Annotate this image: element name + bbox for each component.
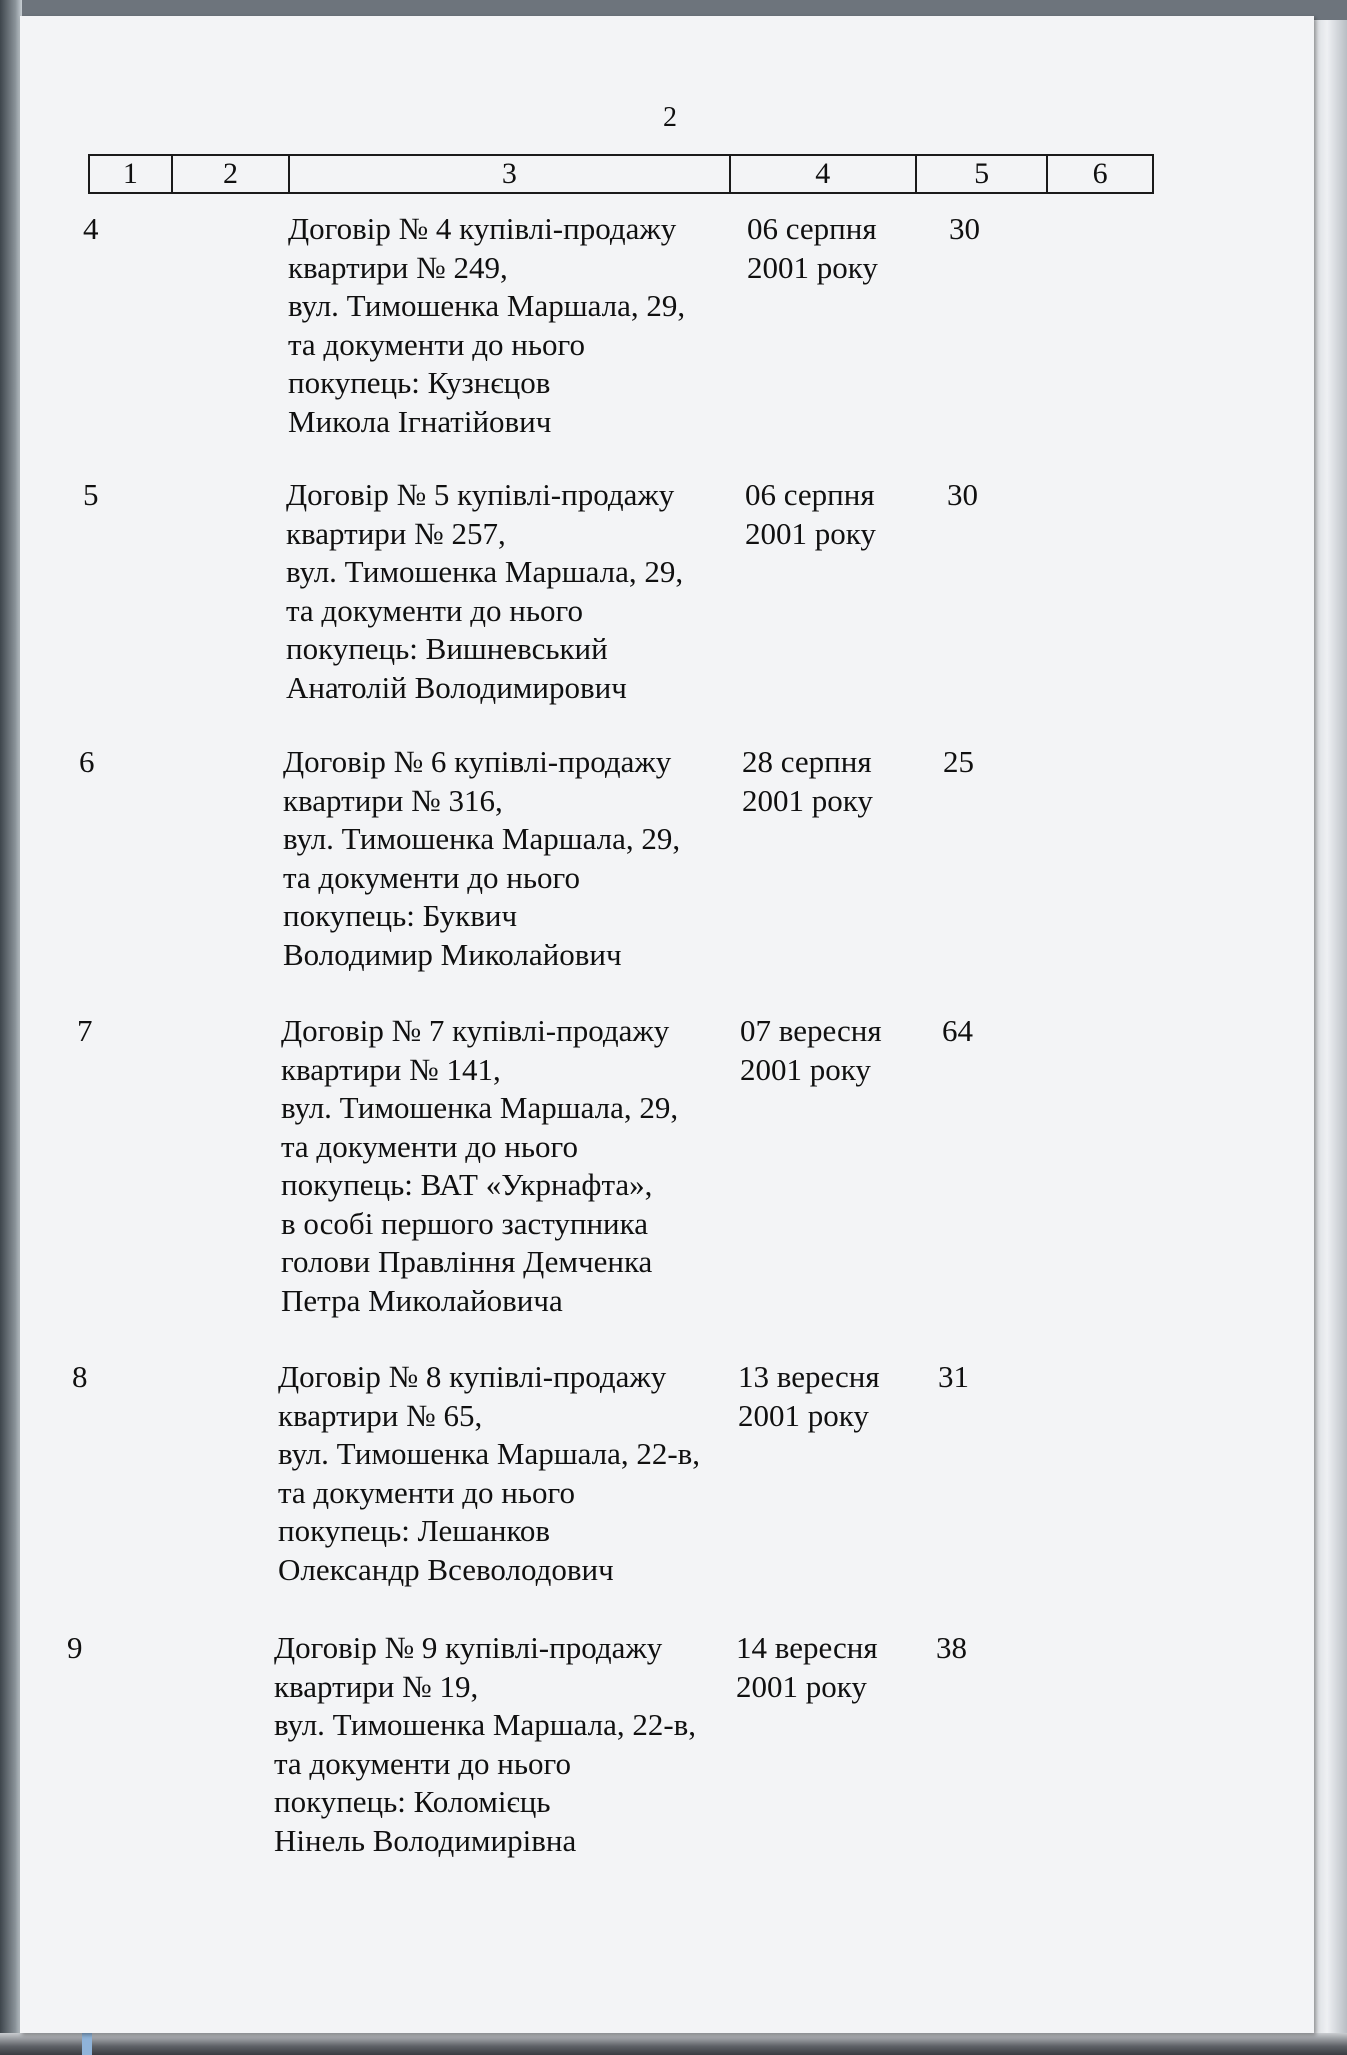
entry-number: 5 [83, 477, 99, 512]
inventory-entry [67, 1629, 1017, 1879]
description-line: Анатолій Володимирович [286, 669, 627, 705]
description-line: Договір № 8 купівлі-продажу [278, 1359, 667, 1394]
entry-date [740, 1012, 910, 1089]
date-line: 2001 року [736, 1668, 867, 1704]
column-header-2: 2 [173, 156, 291, 192]
description-line: покупець: ВАТ «Укрнафта», [281, 1167, 653, 1202]
description-line: квартири № 257, [286, 515, 506, 551]
description-line: Договір № 5 купівлі-продажу [286, 477, 675, 512]
scanner-background-left [0, 0, 22, 2055]
entry-sheet-count: 64 [942, 1013, 973, 1048]
description-line: вул. Тимошенка Маршала, 29, [288, 288, 686, 323]
entry-number: 7 [77, 1013, 93, 1048]
inventory-entry [79, 743, 1029, 993]
column-header-4: 4 [731, 156, 917, 192]
entry-sheet-count: 30 [949, 211, 980, 246]
description-line: квартири № 249, [288, 249, 508, 285]
column-header-5: 5 [917, 156, 1049, 192]
description-line: квартири № 19, [274, 1668, 479, 1704]
inventory-entry [72, 1358, 1022, 1608]
page-number: 2 [663, 102, 677, 133]
description-line: покупець: Коломієць [274, 1784, 551, 1819]
entry-sheet-count: 25 [943, 744, 974, 779]
description-line: та документи до нього [286, 592, 583, 628]
entry-sheet-count: 38 [936, 1630, 967, 1665]
entry-number: 6 [79, 744, 95, 779]
description-line: квартири № 141, [281, 1051, 501, 1087]
description-line: Договір № 6 купівлі-продажу [283, 744, 672, 779]
date-line: 2001 року [738, 1397, 869, 1433]
entry-date [745, 476, 915, 553]
description-line: покупець: Вишневський [286, 631, 608, 666]
entry-description [286, 476, 756, 707]
entry-number: 8 [72, 1359, 88, 1394]
description-line: вул. Тимошенка Маршала, 22-в, [278, 1436, 701, 1471]
description-line: Договір № 7 купівлі-продажу [281, 1013, 670, 1048]
description-line: вул. Тимошенка Маршала, 22-в, [274, 1707, 697, 1742]
description-line: покупець: Кузнєцов [288, 365, 551, 400]
entry-description [274, 1629, 744, 1860]
column-header-6: 6 [1092, 157, 1108, 190]
date-line: 2001 року [742, 782, 873, 818]
description-line: Нінель Володимирівна [274, 1822, 577, 1858]
entry-sheet-count: 30 [947, 477, 978, 512]
document-page [20, 16, 1314, 2033]
date-line: 2001 року [747, 249, 878, 285]
entry-description [281, 1012, 751, 1320]
entry-date [736, 1629, 906, 1706]
entry-description [283, 743, 753, 974]
description-line: Петра Миколайовича [281, 1282, 563, 1318]
date-line: 06 серпня [745, 477, 875, 512]
entry-description [278, 1358, 748, 1589]
date-line: 06 серпня [747, 211, 877, 246]
description-line: голови Правління Демченка [281, 1244, 653, 1279]
description-line: та документи до нього [281, 1128, 578, 1164]
description-line: Договір № 4 купівлі-продажу [288, 211, 677, 246]
description-line: та документи до нього [274, 1745, 571, 1781]
entry-number: 9 [67, 1630, 83, 1665]
date-line: 2001 року [745, 515, 876, 551]
inventory-entry [83, 476, 1033, 726]
column-header-3: 3 [290, 156, 730, 192]
description-line: покупець: Лешанков [278, 1513, 551, 1548]
description-line: Договір № 9 купівлі-продажу [274, 1630, 663, 1665]
description-line: та документи до нього [278, 1474, 575, 1510]
entry-sheet-count: 31 [938, 1359, 969, 1394]
description-line: квартири № 65, [278, 1397, 483, 1433]
date-line: 2001 року [740, 1051, 871, 1087]
scanner-background-bottom [0, 2033, 1347, 2055]
entry-number: 4 [83, 211, 99, 246]
entry-description [288, 210, 758, 441]
description-line: Микола Ігнатійович [288, 403, 552, 439]
description-line: та документи до нього [283, 859, 580, 895]
entry-date [738, 1358, 908, 1435]
entry-date [742, 743, 912, 820]
inventory-entry [77, 1012, 1027, 1332]
date-line: 13 вересня [738, 1359, 880, 1394]
description-line: квартири № 316, [283, 782, 503, 818]
column-number-header [88, 154, 1154, 194]
inventory-entry [83, 210, 1033, 460]
date-line: 07 вересня [740, 1013, 882, 1048]
date-line: 14 вересня [736, 1630, 878, 1665]
description-line: вул. Тимошенка Маршала, 29, [286, 554, 684, 589]
column-header-1: 1 [90, 156, 173, 192]
description-line: в особі першого заступника [281, 1205, 648, 1241]
description-line: Олександр Всеволодович [278, 1551, 614, 1587]
description-line: та документи до нього [288, 326, 585, 362]
date-line: 28 серпня [742, 744, 872, 779]
description-line: вул. Тимошенка Маршала, 29, [283, 821, 681, 856]
entry-date [747, 210, 917, 287]
description-line: вул. Тимошенка Маршала, 29, [281, 1090, 679, 1125]
description-line: покупець: Буквич [283, 898, 518, 933]
description-line: Володимир Миколайович [283, 936, 622, 972]
page-stack-edge [1314, 20, 1347, 2033]
